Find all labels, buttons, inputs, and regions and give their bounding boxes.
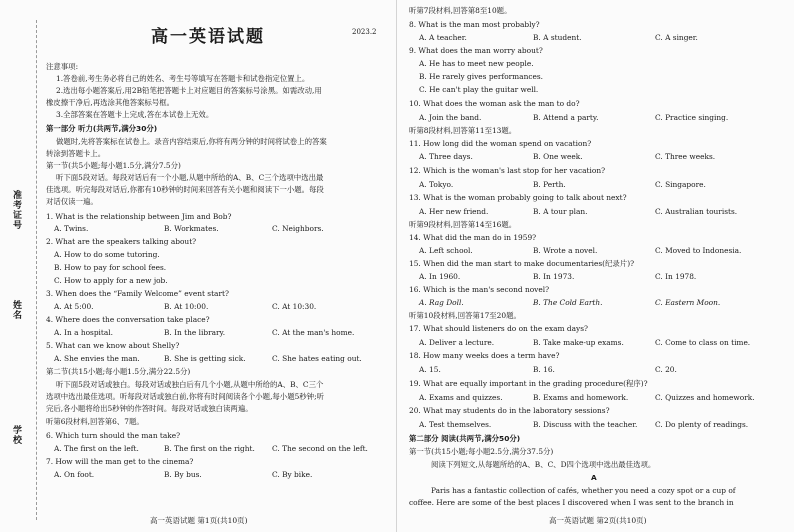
listen-instruction: 听第10段材料,回答第17至20题。 (409, 311, 521, 320)
section2-intro-line: 听下面5段对话或独白。每段对话或独白后有几个小题,从题中所给的A、B、C三个 (56, 380, 324, 389)
option-b: B. Workmates. (164, 224, 219, 233)
option-c: C. Three weeks. (655, 152, 716, 161)
question-4: 4. Where does the conversation take place? (46, 315, 210, 324)
option-b: B. Attend a party. (533, 113, 599, 122)
option-a: A. At 5:00. (54, 302, 94, 311)
page-footer: 高一英语试题 第1页(共10页) (150, 516, 248, 525)
note-line: 2.选出每小题答案后,用2B铅笔把答题卡上对应题目的答案标号涂黑。如需改动,用 (56, 86, 322, 95)
question-6: 6. Which turn should the man take? (46, 431, 181, 440)
option-a: A. Join the band. (419, 113, 482, 122)
listen-instruction: 听第9段材料,回答第14至16题。 (409, 220, 517, 229)
option-a: A. She envies the man. (54, 354, 140, 363)
option-b (533, 298, 603, 308)
reading-section1-intro: 阅读下列短文,从每题所给的A、B、C、D四个选项中选出最佳选项。 (431, 460, 656, 469)
option-b: B. At 10:00. (164, 302, 209, 311)
question-12: 12. Which is the woman's last stop for her vacation? (409, 166, 606, 175)
option-a: A. 15. (419, 365, 441, 374)
option-b: B. A tour plan. (533, 207, 588, 216)
section1-intro-line: 对话仅读一遍。 (46, 197, 98, 206)
option-c: C. 20. (655, 365, 677, 374)
option-b: B. Perth. (533, 180, 566, 189)
option-c: C. How to apply for a new job. (54, 276, 168, 285)
question-19: 19. What are equally important in the grading procedure(程序)? (409, 379, 648, 388)
option-c: C. Australian tourists. (655, 207, 738, 216)
option-a: A. How to do some tutoring. (54, 250, 160, 259)
option-c: C. Neighbors. (272, 224, 324, 233)
option-c: C. Come to class on time. (655, 338, 751, 347)
option-b-text: B. The Cold Earth. (533, 298, 603, 307)
section2-title: 第二节(共15小题;每小题1.5分,满分22.5分) (46, 367, 191, 376)
option-a: A. Tokyo. (419, 180, 454, 189)
option-b: B. In the library. (164, 328, 226, 337)
question-8: 8. What is the man most probably? (409, 20, 540, 29)
option-a: A. In a hospital. (54, 328, 114, 337)
option-c: C. A singer. (655, 33, 698, 42)
option-b: B. A student. (533, 33, 582, 42)
option-c: C. He can't play the guitar well. (419, 85, 539, 94)
option-a: A. Left school. (419, 246, 473, 255)
question-13: 13. What is the woman probably going to talk about next? (409, 193, 627, 202)
option-b: B. She is getting sick. (164, 354, 246, 363)
option-a: A. Test themselves. (419, 420, 492, 429)
option-c-text: C. Eastern Moon. (655, 298, 721, 307)
option-c: C. Do plenty of readings. (655, 420, 749, 429)
question-7: 7. How will the man get to the cinema? (46, 457, 194, 466)
option-c: C. Practice singing. (655, 113, 729, 122)
option-b: B. By bus. (164, 470, 202, 479)
section1-title: 第一节(共5小题;每小题1.5分,满分7.5分) (46, 161, 181, 170)
question-2: 2. What are the speakers talking about? (46, 237, 197, 246)
question-1: 1. What is the relationship between Jim and Bob? (46, 212, 232, 221)
question-5: 5. What can we know about Shelly? (46, 341, 180, 350)
reading-section1-title: 第一节(共15小题;每小题2.5分,满分37.5分) (409, 447, 554, 456)
listen-instruction: 听第7段材料,回答第8至10题。 (409, 6, 512, 15)
option-a: A. He has to meet new people. (419, 59, 534, 68)
passage-line: coffee. Here are some of the best places I discovered when I was sent to the branch in (409, 498, 734, 507)
option-b: B. Exams and homework. (533, 393, 629, 402)
option-b: B. Wrote a novel. (533, 246, 598, 255)
question-9: 9. What does the man worry about? (409, 46, 543, 55)
exam-title: 高一英语试题 (151, 27, 265, 47)
option-b: B. 16. (533, 365, 555, 374)
question-16: 16. Which is the man's second novel? (409, 285, 550, 294)
question-14: 14. What did the man do in 1959? (409, 233, 537, 242)
option-c: C. At the man's home. (272, 328, 355, 337)
option-a: A. Three days. (419, 152, 473, 161)
question-15: 15. When did the man start to make documentaries(纪录片)? (409, 259, 635, 268)
option-c: C. At 10:30. (272, 302, 317, 311)
listen-instruction: 听第6段材料,回答第6、7题。 (46, 417, 144, 426)
part1-intro-line: 做题时,先将答案标在试卷上。录音内容结束后,你将有两分钟的时间将试卷上的答案 (56, 137, 327, 146)
part1-title: 第一部分 听力(共两节,满分30分) (46, 124, 158, 133)
option-b: B. One week. (533, 152, 583, 161)
option-b: B. Discuss with the teacher. (533, 420, 638, 429)
option-c (655, 298, 720, 308)
option-c: C. By bike. (272, 470, 313, 479)
option-a: A. Deliver a lecture. (419, 338, 495, 347)
school-label: 学校 (11, 425, 21, 445)
question-11: 11. How long did the woman spend on vacation? (409, 139, 592, 148)
part1-intro-line: 转涂到答题卡上。 (46, 149, 106, 158)
option-c: C. Quizzes and homework. (655, 393, 755, 402)
name-label: 姓名 (11, 300, 21, 320)
listen-instruction: 听第8段材料,回答第11至13题。 (409, 126, 517, 135)
option-b: B. Take make-up exams. (533, 338, 624, 347)
page-footer: 高一英语试题 第2页(共10页) (549, 516, 647, 525)
passage-line: Paris has a fantastic collection of cafés, whether you need a cozy spot or a cup of (431, 486, 736, 495)
question-10: 10. What does the woman ask the man to do? (409, 99, 580, 108)
option-b: B. How to pay for school fees. (54, 263, 167, 272)
question-20: 20. What may students do in the laboratory sessions? (409, 406, 610, 415)
exam-number-label: 准考证号 (11, 190, 21, 230)
option-a: A. In 1960. (419, 272, 461, 281)
question-18: 18. How many weeks does a term have? (409, 351, 560, 360)
notes-title: 注意事项: (46, 62, 79, 71)
binding-margin (0, 0, 36, 532)
option-c: C. The second on the left. (272, 444, 368, 453)
section1-intro-line: 听下面5段对话。每段对话后有一个小题,从题中所给的A、B、C三个选项中选出最 (56, 173, 324, 182)
option-a (419, 298, 464, 308)
note-line: 3.全部答案在答题卡上完成,答在本试卷上无效。 (56, 110, 214, 119)
note-line: 橡皮擦干净后,再选涂其他答案标号框。 (46, 98, 174, 107)
question-3: 3. When does the “Family Welcome” event start? (46, 289, 229, 298)
section2-intro-line: 选项中选出最佳选项。听每段对话或独白前,你将有时间阅读各个小题,每小题5秒钟;听 (46, 392, 324, 401)
option-a: A. Her new friend. (419, 207, 489, 216)
section1-intro-line: 佳选项。听完每段对话后,你都有10秒钟的时间来回答有关小题和阅读下一小题。每段 (46, 185, 324, 194)
option-b: B. The first on the right. (164, 444, 255, 453)
option-a: A. A teacher. (419, 33, 467, 42)
question-17: 17. What should listeners do on the exam days? (409, 324, 588, 333)
option-c: C. Moved to Indonesia. (655, 246, 742, 255)
seal-line (36, 20, 37, 520)
option-b: B. In 1973. (533, 272, 575, 281)
option-a-text: A. Rag Doll. (419, 298, 464, 307)
part2-title: 第二部分 阅读(共两节,满分50分) (409, 434, 521, 443)
exam-date: 2023.2 (352, 28, 377, 36)
option-b: B. He rarely gives performances. (419, 72, 544, 81)
exam-page-2 (397, 0, 794, 532)
option-c: C. She hates eating out. (272, 354, 362, 363)
note-line: 1.答卷前,考生务必将自己的姓名、考生号等填写在答题卡和试卷指定位置上。 (56, 74, 310, 83)
option-a: A. The first on the left. (54, 444, 139, 453)
option-c: C. In 1978. (655, 272, 697, 281)
option-a: A. Exams and quizzes. (419, 393, 503, 402)
option-a: A. On foot. (54, 470, 95, 479)
option-a: A. Twins. (54, 224, 89, 233)
option-c: C. Singapore. (655, 180, 706, 189)
section2-intro-line: 完后,各小题将给出5秒钟的作答时间。每段对话或独白读两遍。 (46, 404, 253, 413)
passage-label: A (591, 473, 597, 482)
